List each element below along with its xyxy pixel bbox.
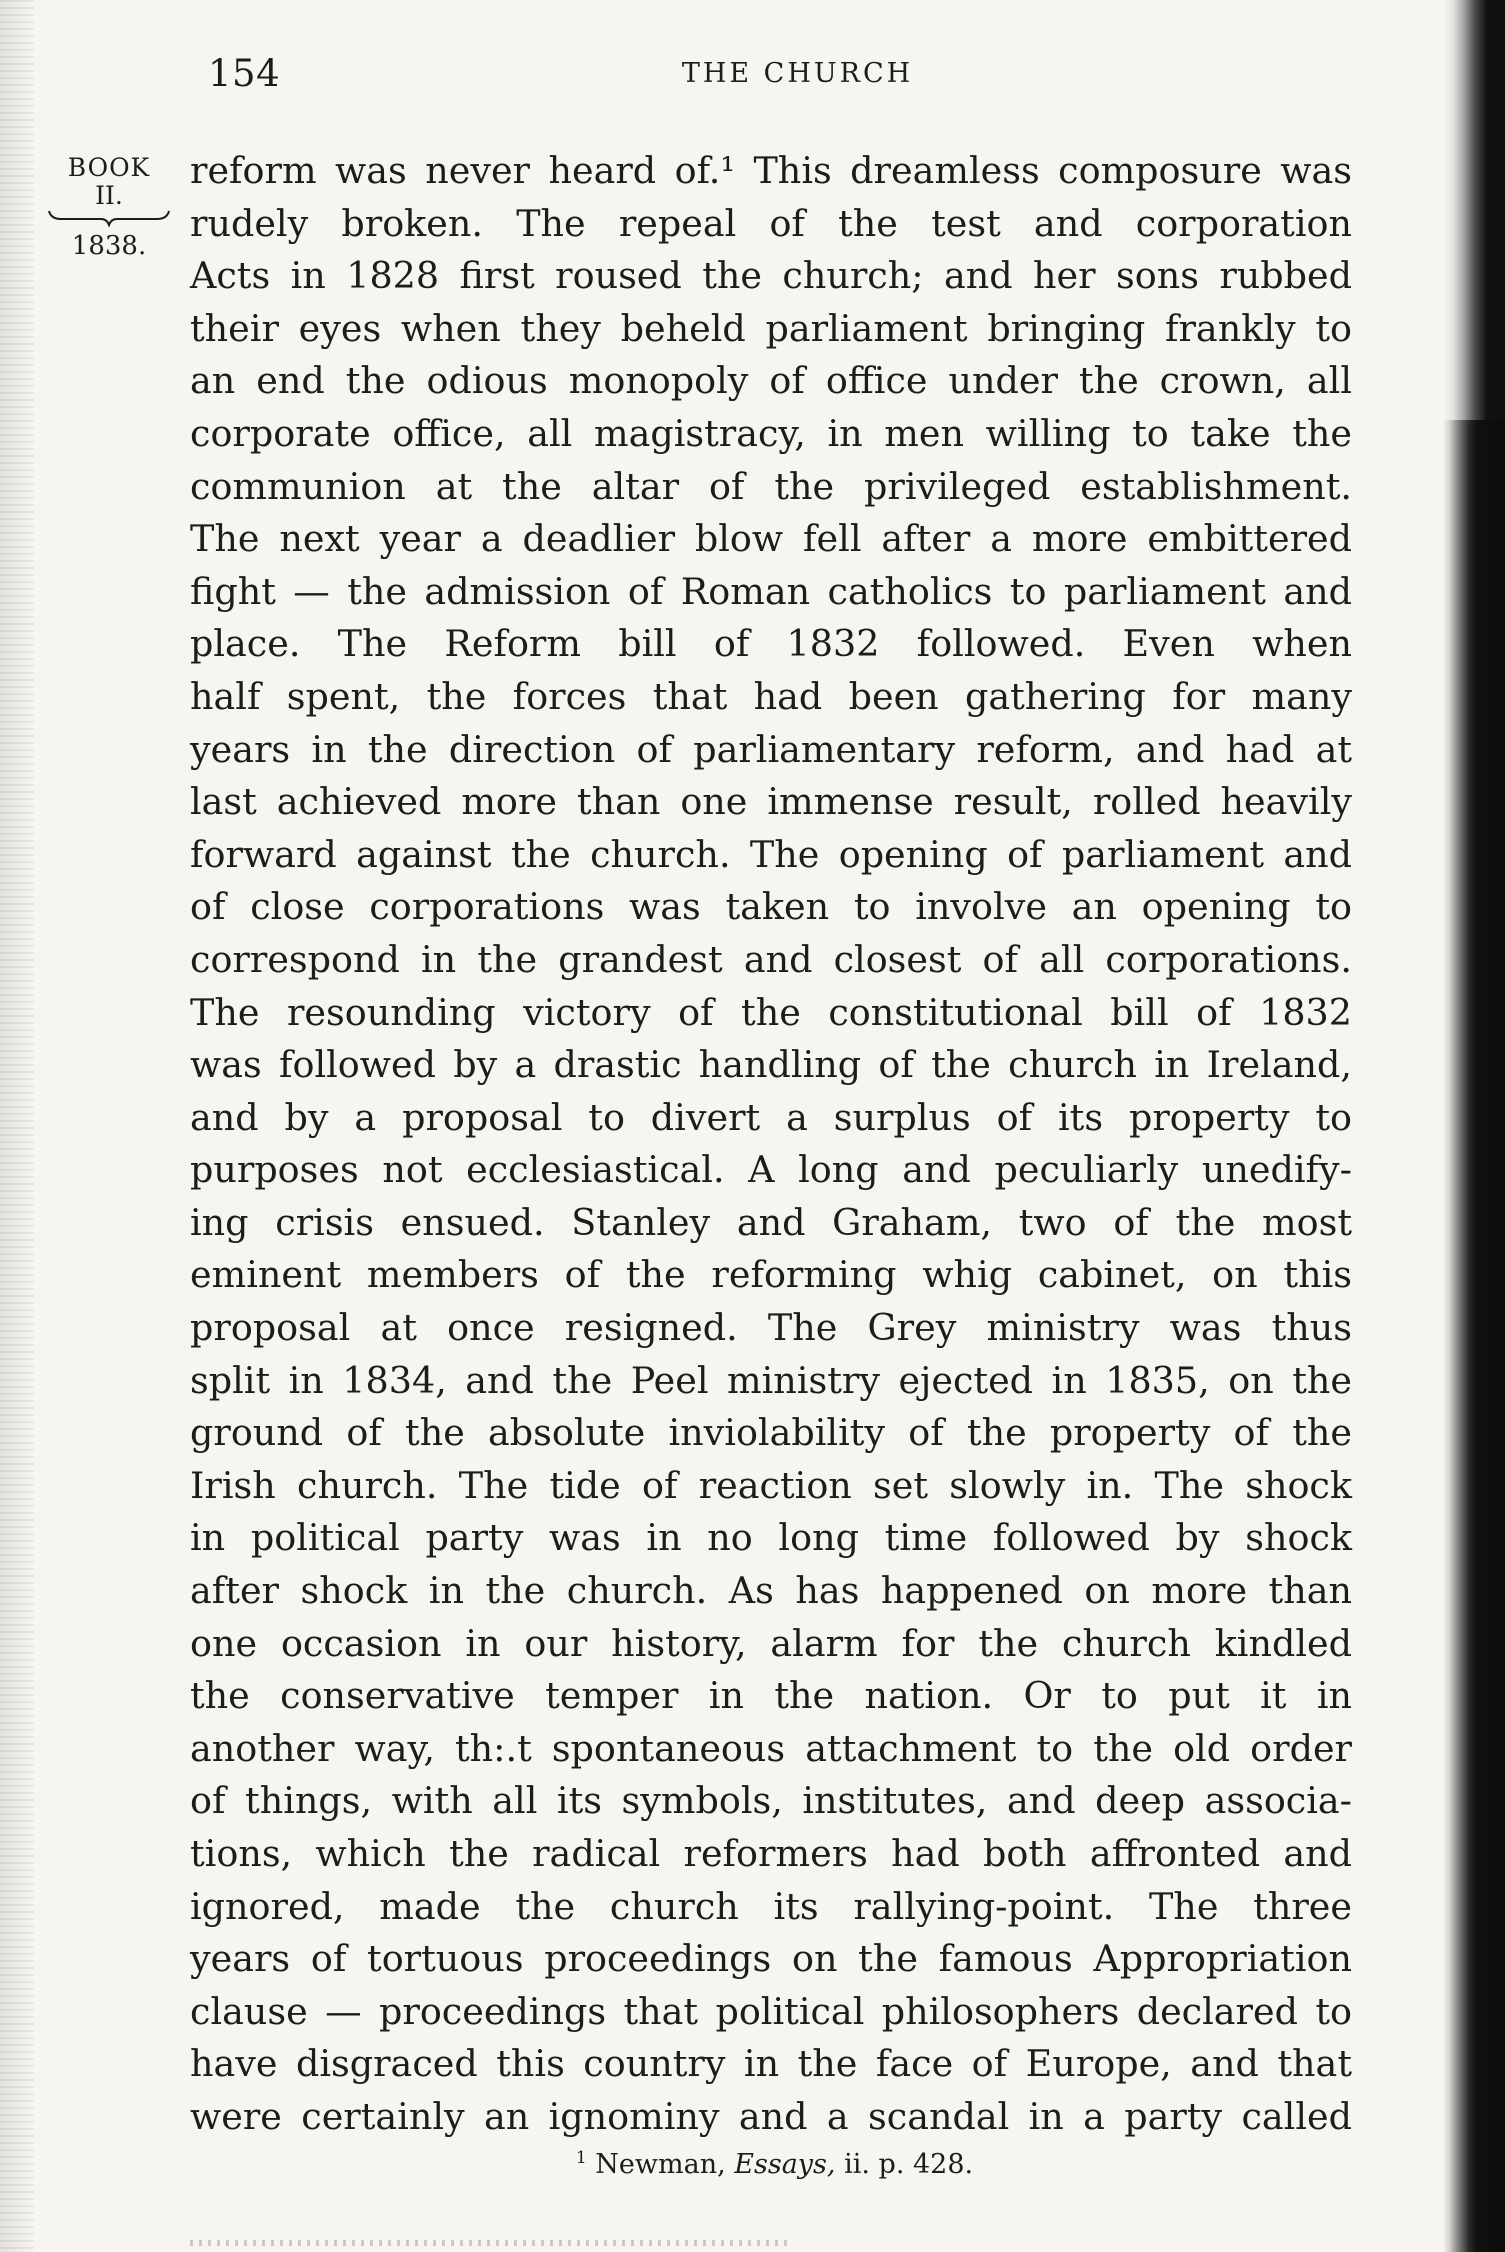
text-line-content: in political party was in no long time followed by shock — [190, 1516, 1352, 1560]
text-line-content: fight — the admission of Roman catholics to parliament and — [190, 569, 1352, 613]
text-line — [190, 1565, 1352, 1618]
footnote-author: Newman, — [595, 2149, 726, 2180]
text-line-content: corporate office, all magistracy, in men willing to take the — [190, 411, 1352, 455]
text-line — [190, 461, 1352, 514]
text-line-content: was followed by a drastic handling of the church in Ireland, — [190, 1043, 1352, 1087]
margin-volume-label: II. — [95, 181, 123, 210]
brace-icon — [47, 209, 171, 227]
text-line-content: one occasion in our history, alarm for the church kindled — [190, 1621, 1352, 1665]
text-line-content: have disgraced this country in the face of Europe, and that — [190, 2042, 1352, 2086]
text-line — [190, 934, 1352, 987]
text-line-content: the conservative temper in the nation. Or to put it in — [190, 1674, 1352, 1718]
text-line — [190, 881, 1352, 934]
text-line — [190, 1618, 1352, 1671]
text-line-content: rudely broken. The repeal of the test and corporation — [190, 201, 1352, 245]
text-line — [190, 1407, 1352, 1460]
text-line-content: purposes not ecclesiastical. A long and peculiarly unedify- — [190, 1148, 1352, 1192]
text-line-content: years of tortuous proceedings on the famous Appropriation — [190, 1937, 1352, 1981]
body-text — [190, 145, 1352, 2144]
page-header — [0, 52, 1505, 102]
text-line-content: of close corporations was taken to involve an opening to — [190, 885, 1352, 929]
text-line — [190, 2091, 1352, 2144]
text-line-content: tions, which the radical reformers had both affronted and — [190, 1832, 1352, 1875]
text-line-content: years in the direction of parliamentary reform, and had at — [190, 727, 1352, 771]
footnote-ref: ii. p. 428. — [844, 2149, 974, 2180]
text-line-content: split in 1834, and the Peel ministry ejected in 1835, on the — [190, 1358, 1352, 1402]
text-line-content: of things, with all its symbols, institutes, and deep associa- — [190, 1779, 1352, 1823]
text-line-content: last achieved more than one immense result, rolled heavily — [190, 780, 1352, 824]
text-line-content: an end the odious monopoly of office under the crown, all — [190, 359, 1352, 403]
text-line-content: clause — proceedings that political philosophers declared to — [190, 1989, 1352, 2033]
text-line — [190, 303, 1352, 356]
text-line — [190, 1512, 1352, 1565]
text-line — [190, 1933, 1352, 1986]
text-line-content: ing crisis ensued. Stanley and Graham, two of the most — [190, 1200, 1352, 1244]
text-line — [190, 355, 1352, 408]
text-line — [190, 1092, 1352, 1145]
text-line — [190, 1197, 1352, 1250]
text-line — [190, 145, 1352, 198]
text-line-content: forward against the church. The opening of parliament and — [190, 832, 1352, 876]
text-line-content: Acts in 1828 first roused the church; and her sons rubbed — [190, 254, 1352, 298]
text-line-content: and by a proposal to divert a surplus of its property to — [190, 1095, 1352, 1139]
footnote-marker: 1 — [575, 2148, 587, 2168]
footnote-title: Essays, — [734, 2149, 836, 2180]
text-line — [190, 513, 1352, 566]
text-line — [190, 1723, 1352, 1776]
text-line — [190, 1302, 1352, 1355]
text-line — [190, 1986, 1352, 2039]
text-line — [190, 1355, 1352, 1408]
scan-left-edge — [0, 0, 34, 2252]
text-line — [190, 408, 1352, 461]
text-line — [190, 1670, 1352, 1723]
text-line — [190, 829, 1352, 882]
text-line — [190, 1460, 1352, 1513]
text-line — [190, 1775, 1352, 1828]
text-line — [190, 566, 1352, 619]
text-line — [190, 1039, 1352, 1092]
text-line-content: communion at the altar of the privileged establishment. — [190, 464, 1352, 508]
binding-shadow — [1443, 0, 1505, 2252]
margin-year: 1838. — [71, 231, 147, 261]
text-line — [190, 1249, 1352, 1302]
text-line-content: proposal at once resigned. The Grey ministry was thus — [190, 1306, 1352, 1350]
text-line-content: correspond in the grandest and closest of all corporations. — [190, 937, 1352, 981]
text-line-content: half spent, the forces that had been gathering for many — [190, 674, 1352, 718]
text-line-content: The resounding victory of the constitutional bill of 1832 — [190, 990, 1352, 1034]
text-line-content: Irish church. The tide of reaction set slowly in. The shock — [190, 1463, 1352, 1507]
margin-note — [44, 153, 174, 261]
text-line-content: reform was never heard of.¹ This dreamless composure was — [190, 149, 1352, 192]
scan-bottom-smudge — [190, 2240, 790, 2246]
text-line — [190, 671, 1352, 724]
text-line — [190, 724, 1352, 777]
footnote — [0, 2148, 1505, 2180]
text-line — [190, 1144, 1352, 1197]
text-line-content: another way, th:.t spontaneous attachment to the old order — [190, 1726, 1352, 1770]
text-line — [190, 1828, 1352, 1881]
text-line-content: ground of the absolute inviolability of the property of the — [190, 1411, 1352, 1455]
page-number: 154 — [208, 52, 281, 95]
text-line-content: place. The Reform bill of 1832 followed. Even when — [190, 622, 1352, 666]
text-line — [190, 198, 1352, 251]
text-line-content: their eyes when they beheld parliament bringing frankly to — [190, 306, 1352, 350]
text-line — [190, 1881, 1352, 1934]
text-line-content: The next year a deadlier blow fell after a more embittered — [190, 517, 1352, 561]
margin-book-label: BOOK — [67, 153, 151, 182]
text-line — [190, 618, 1352, 671]
text-line — [190, 776, 1352, 829]
text-line-content: ignored, made the church its rallying-point. The three — [190, 1884, 1352, 1928]
text-line — [190, 2038, 1352, 2091]
text-line — [190, 987, 1352, 1040]
text-line-content: after shock in the church. As has happened on more than — [190, 1569, 1352, 1613]
text-line-content: eminent members of the reforming whig cabinet, on this — [190, 1253, 1352, 1297]
text-line-content: were certainly an ignominy and a scandal in a party called — [190, 2094, 1352, 2138]
text-line — [190, 250, 1352, 303]
running-head: THE CHURCH — [681, 58, 914, 89]
